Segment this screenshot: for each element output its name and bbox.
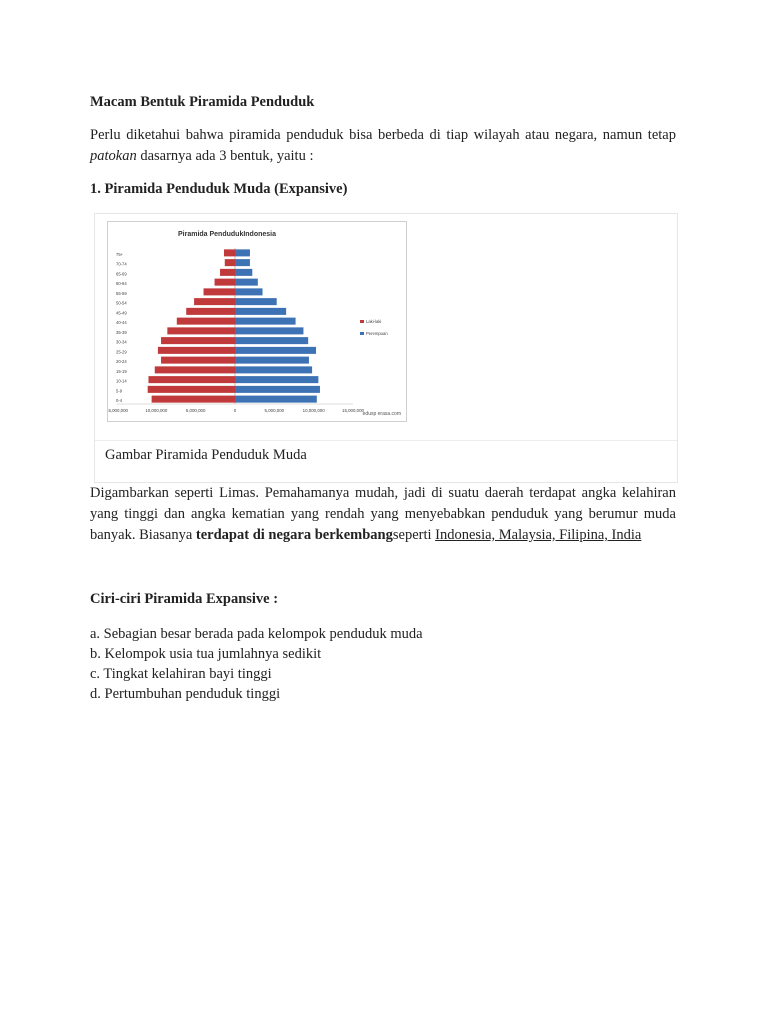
description-bold: terdapat di negara berkembang [195, 527, 393, 543]
y-tick-label: 10-14 [116, 378, 127, 384]
bar-male-65-69 [220, 269, 235, 276]
y-tick-label: 30-34 [116, 339, 127, 345]
y-tick-label: 5-9 [116, 388, 123, 394]
bar-male-50-54 [194, 298, 235, 305]
bar-female-5-9 [235, 386, 320, 393]
x-tick-label: 5,000,000 [185, 408, 206, 413]
ciri-list [90, 624, 423, 704]
ciri-heading: Ciri-ciri Piramida Expansive : [90, 591, 279, 607]
legend-swatch [360, 320, 364, 323]
intro-italic-word: patokan [90, 148, 137, 164]
bar-male-55-59 [204, 288, 235, 295]
bar-male-0-4 [152, 396, 235, 403]
list-item: a. Sebagian besar berada pada kelompok penduduk muda [90, 626, 423, 642]
legend-swatch [360, 332, 364, 335]
x-tick-label: 0 [233, 408, 237, 413]
list-item: b. Kelompok usia tua jumlahnya sedikit [90, 646, 322, 662]
figure-caption: Gambar Piramida Penduduk Muda [105, 447, 307, 463]
x-tick-label: 15,000,000 [108, 408, 128, 413]
bar-female-20-24 [235, 357, 309, 364]
bar-male-5-9 [148, 386, 235, 393]
bar-male-15-19 [155, 366, 235, 373]
y-tick-label: 20-24 [116, 359, 127, 365]
bar-female-35-39 [235, 327, 303, 334]
x-tick-label: 5,000,000 [264, 408, 285, 413]
chart-title: Piramida PendudukIndonesia [177, 231, 277, 238]
intro-text-start: Perlu diketahui bahwa piramida penduduk bisa berbeda di tiap wilayah atau negara, namun tetap [90, 127, 676, 143]
bar-female-15-19 [235, 366, 312, 373]
bar-male-60-64 [215, 279, 235, 286]
y-tick-label: 15-19 [116, 368, 127, 374]
list-item: d. Pertumbuhan penduduk tinggi [90, 686, 281, 702]
countries-link[interactable]: Indonesia, Malaysia, Filipina, India [435, 527, 642, 543]
y-tick-label: 60-64 [116, 281, 127, 287]
description-paragraph [90, 483, 676, 546]
bar-female-30-34 [235, 337, 308, 344]
x-tick-label: 15,000,000 [342, 408, 364, 413]
bar-female-55-59 [235, 288, 263, 295]
y-tick-label: 0-4 [116, 398, 123, 404]
bar-female-40-44 [235, 318, 296, 325]
section-heading-expansive: 1. Piramida Penduduk Muda (Expansive) [90, 181, 348, 197]
intro-paragraph [90, 125, 676, 167]
y-tick-label: 55-59 [116, 290, 127, 296]
x-tick-label: 10,000,000 [302, 408, 325, 413]
x-tick-label: 10,000,000 [145, 408, 168, 413]
bar-female-75+ [235, 249, 250, 256]
y-tick-label: 45-49 [116, 310, 127, 316]
bar-female-65-69 [235, 269, 252, 276]
description-text: Digambarkan seperti Limas. Pemahamanya mudah, jadi di suatu daerah terdapat angka kelahiran yang tinggi dan angka kematian yang rendah yang menyebabkan penduduk yang berumur muda banyak. Biasanya [90, 485, 676, 543]
legend-label: Perempuan [366, 331, 388, 336]
bar-female-60-64 [235, 279, 258, 286]
y-tick-label: 35-39 [116, 329, 127, 335]
bar-female-10-14 [235, 376, 318, 383]
bar-male-35-39 [167, 327, 235, 334]
y-tick-label: 25-29 [116, 349, 127, 355]
chart-watermark: edusp erasa.com [362, 411, 401, 417]
bar-male-25-29 [158, 347, 235, 354]
legend-label: Laki-laki [366, 319, 382, 324]
population-pyramid-chart [108, 222, 406, 421]
bar-female-25-29 [235, 347, 316, 354]
bar-female-0-4 [235, 396, 317, 403]
intro-text-end: dasarnya ada 3 bentuk, yaitu : [136, 148, 314, 164]
bar-male-45-49 [186, 308, 235, 315]
y-tick-label: 50-54 [116, 300, 127, 306]
bar-male-40-44 [177, 318, 235, 325]
page-title: Macam Bentuk Piramida Penduduk [90, 94, 315, 110]
bar-female-50-54 [235, 298, 277, 305]
bar-male-30-34 [161, 337, 235, 344]
y-tick-label: 75+ [116, 251, 124, 257]
y-tick-label: 40-44 [116, 320, 127, 326]
y-tick-label: 65-69 [116, 271, 127, 277]
bar-female-70-74 [235, 259, 250, 266]
bar-female-45-49 [235, 308, 286, 315]
pyramid-chart-frame [107, 221, 407, 422]
y-tick-label: 70-74 [116, 261, 127, 267]
bar-male-70-74 [225, 259, 235, 266]
description-mid: seperti [392, 527, 436, 543]
caption-divider [95, 440, 677, 441]
list-item: c. Tingkat kelahiran bayi tinggi [90, 666, 272, 682]
bar-male-75+ [224, 249, 235, 256]
bar-male-20-24 [161, 357, 235, 364]
bar-male-10-14 [148, 376, 235, 383]
figure-box [94, 213, 678, 483]
